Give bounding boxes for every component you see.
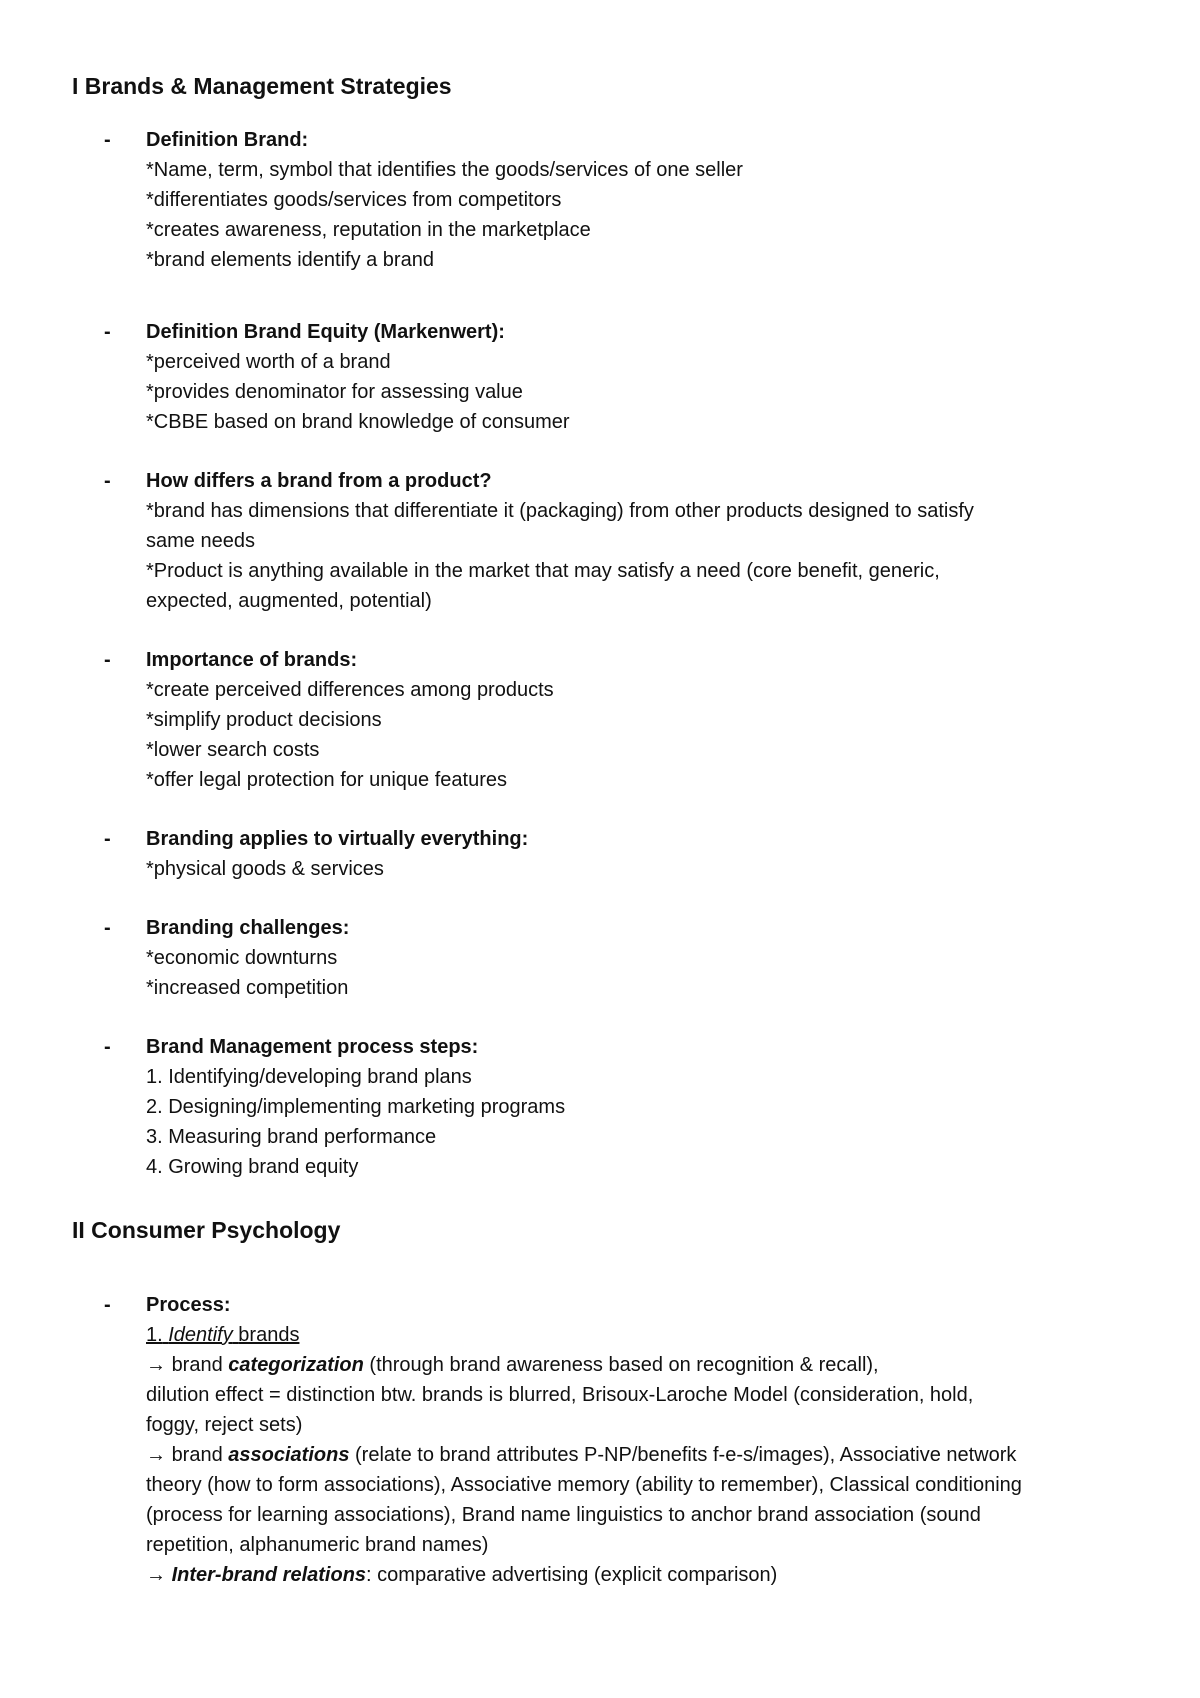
- inter-brand-term: Inter-brand relations: [171, 1564, 367, 1586]
- block-title: Importance of brands:: [146, 649, 358, 671]
- associations-line: repetition, alphanumeric brand names): [146, 1534, 489, 1556]
- bullet-dash: -: [104, 129, 111, 151]
- block-title: Brand Management process steps:: [146, 1036, 479, 1058]
- bullet-dash: -: [104, 1294, 111, 1316]
- block-title: Branding challenges:: [146, 917, 350, 939]
- block-line: 3. Measuring brand performance: [146, 1126, 437, 1148]
- process-step-line: [146, 1320, 1146, 1350]
- step-number: 1.: [146, 1324, 163, 1346]
- arrow-icon: →: [146, 1444, 166, 1466]
- block-title: Branding applies to virtually everything:: [146, 828, 529, 850]
- block-line: 2. Designing/implementing marketing programs: [146, 1096, 566, 1118]
- block-line: *Name, term, symbol that identifies the goods/services of one seller: [146, 159, 743, 181]
- associations-line: (process for learning associations), Brand name linguistics to anchor brand association (sound: [146, 1504, 981, 1526]
- bullet-dash: -: [104, 828, 111, 850]
- block-title: Definition Brand Equity (Markenwert):: [146, 321, 505, 343]
- block-line: *differentiates goods/services from competitors: [146, 189, 562, 211]
- step-word: Identify: [168, 1324, 233, 1346]
- block-line: 1. Identifying/developing brand plans: [146, 1066, 472, 1088]
- block-line: *brand has dimensions that differentiate it (packaging) from other products designed to satisfy: [146, 500, 974, 522]
- associations-line: theory (how to form associations), Associative memory (ability to remember), Classical conditioning: [146, 1474, 1022, 1496]
- block-line: *creates awareness, reputation in the marketplace: [146, 219, 591, 241]
- categorization-line: → brand categorization (through brand awareness based on recognition & recall),: [146, 1354, 879, 1376]
- block-title: How differs a brand from a product?: [146, 470, 492, 492]
- block-line: expected, augmented, potential): [146, 590, 432, 612]
- bullet-dash: -: [104, 1036, 111, 1058]
- dilution-line: dilution effect = distinction btw. brands is blurred, Brisoux-Laroche Model (consideration, hold,: [146, 1384, 974, 1406]
- associations-term: associations: [228, 1444, 350, 1466]
- step-rest: brands: [238, 1324, 300, 1346]
- associations-line: → brand associations (relate to brand attributes P-NP/benefits f-e-s/images), Associative network: [146, 1444, 1017, 1466]
- arrow-icon: →: [146, 1564, 166, 1586]
- block-line: *offer legal protection for unique features: [146, 769, 507, 791]
- block-line: *brand elements identify a brand: [146, 249, 434, 271]
- block-line: *provides denominator for assessing value: [146, 381, 523, 403]
- block-line: *increased competition: [146, 977, 349, 999]
- block-line: *CBBE based on brand knowledge of consumer: [146, 411, 570, 433]
- block-title: Definition Brand:: [146, 129, 309, 151]
- bullet-dash: -: [104, 321, 111, 343]
- block-line: 4. Growing brand equity: [146, 1156, 359, 1178]
- bullet-dash: -: [104, 917, 111, 939]
- arrow-icon: →: [146, 1354, 166, 1376]
- bullet-dash: -: [104, 649, 111, 671]
- bullet-dash: -: [104, 470, 111, 492]
- block-line: *economic downturns: [146, 947, 338, 969]
- block-line: *simplify product decisions: [146, 709, 382, 731]
- dilution-line: foggy, reject sets): [146, 1414, 303, 1436]
- categorization-term: categorization: [228, 1354, 364, 1376]
- block-title: Process:: [146, 1294, 231, 1316]
- block-line: same needs: [146, 530, 255, 552]
- block-line: *Product is anything available in the market that may satisfy a need (core benefit, generic,: [146, 560, 940, 582]
- block-line: *create perceived differences among products: [146, 679, 554, 701]
- block-line: *perceived worth of a brand: [146, 351, 391, 373]
- section-2-heading: II Consumer Psychology: [72, 1217, 341, 1243]
- block-line: *physical goods & services: [146, 858, 384, 880]
- inter-brand-line: → Inter-brand relations: comparative advertising (explicit comparison): [146, 1564, 778, 1586]
- block-line: *lower search costs: [146, 739, 320, 761]
- section-1-heading: I Brands & Management Strategies: [72, 73, 452, 99]
